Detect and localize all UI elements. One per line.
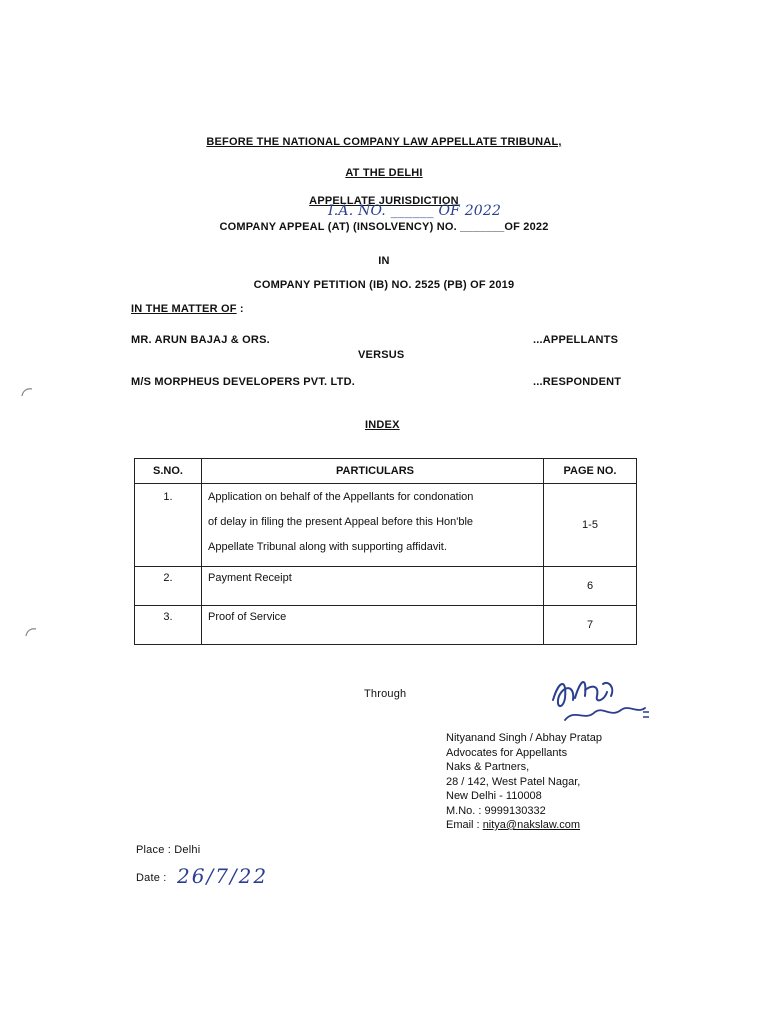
particulars-line: Appellate Tribunal along with supporting affidavit. (208, 541, 447, 553)
advocate-firm: Naks & Partners, (446, 761, 530, 773)
place-label: Place : Delhi (136, 844, 201, 856)
row-page: 1-5 (544, 484, 637, 567)
signature-mark (545, 670, 655, 730)
matter-heading-group (131, 303, 244, 315)
index-table (134, 458, 637, 645)
in-label: IN (378, 255, 390, 267)
advocate-email-row (446, 818, 602, 833)
advocate-address-2: New Delhi - 110008 (446, 790, 542, 802)
petition-number: COMPANY PETITION (IB) NO. 2525 (PB) OF 2019 (253, 279, 515, 291)
respondent-name: M/S MORPHEUS DEVELOPERS PVT. LTD. (131, 376, 355, 388)
row-particulars (202, 484, 544, 567)
advocate-block (446, 731, 602, 833)
col-particulars: PARTICULARS (202, 459, 544, 484)
jurisdiction-heading: APPELLATE JURISDICTION (309, 195, 459, 207)
index-header-row (135, 459, 637, 484)
scan-mark-icon (20, 386, 34, 398)
row-particulars: Payment Receipt (202, 567, 544, 606)
row-sno: 3. (135, 606, 202, 645)
through-label: Through (364, 688, 407, 700)
row-page: 6 (544, 567, 637, 606)
matter-heading-suffix: : (239, 303, 244, 315)
row-sno: 1. (135, 484, 202, 567)
particulars-line: of delay in filing the present Appeal before this Hon'ble (208, 516, 474, 528)
row-sno: 2. (135, 567, 202, 606)
advocate-mobile: M.No. : 9999130332 (446, 804, 546, 817)
tribunal-heading: BEFORE THE NATIONAL COMPANY LAW APPELLATE TRIBUNAL, (206, 136, 562, 148)
table-row (135, 606, 637, 645)
scan-mark-icon (24, 626, 38, 638)
table-row (135, 567, 637, 606)
table-row (135, 484, 637, 567)
email-link[interactable]: nitya@nakslaw.com (482, 819, 581, 831)
particulars-line: Application on behalf of the Appellants for condonation (208, 491, 474, 503)
index-title: INDEX (365, 419, 400, 431)
advocate-address-1: 28 / 142, West Patel Nagar, (446, 775, 581, 788)
matter-heading: IN THE MATTER OF (131, 303, 237, 315)
advocate-title: Advocates for Appellants (446, 746, 568, 759)
respondent-role: ...RESPONDENT (533, 376, 622, 388)
date-label: Date : (136, 872, 167, 884)
ia-number-handwritten: I.A. NO. ______ OF 2022 (328, 203, 502, 219)
versus-label: VERSUS (358, 349, 405, 361)
appeal-number: COMPANY APPEAL (AT) (INSOLVENCY) NO. _______OF 2022 (219, 221, 549, 233)
appellant-role: ...APPELLANTS (533, 334, 619, 346)
row-particulars: Proof of Service (202, 606, 544, 645)
email-label: Email : (446, 819, 480, 831)
date-handwritten: 26/7/22 (177, 864, 269, 888)
advocate-name: Nityanand Singh / Abhay Pratap (446, 732, 602, 744)
location-heading: AT THE DELHI (345, 167, 423, 179)
col-sno: S.NO. (135, 459, 202, 484)
col-page: PAGE NO. (544, 459, 637, 484)
row-page: 7 (544, 606, 637, 645)
appellant-name: MR. ARUN BAJAJ & ORS. (131, 334, 270, 346)
